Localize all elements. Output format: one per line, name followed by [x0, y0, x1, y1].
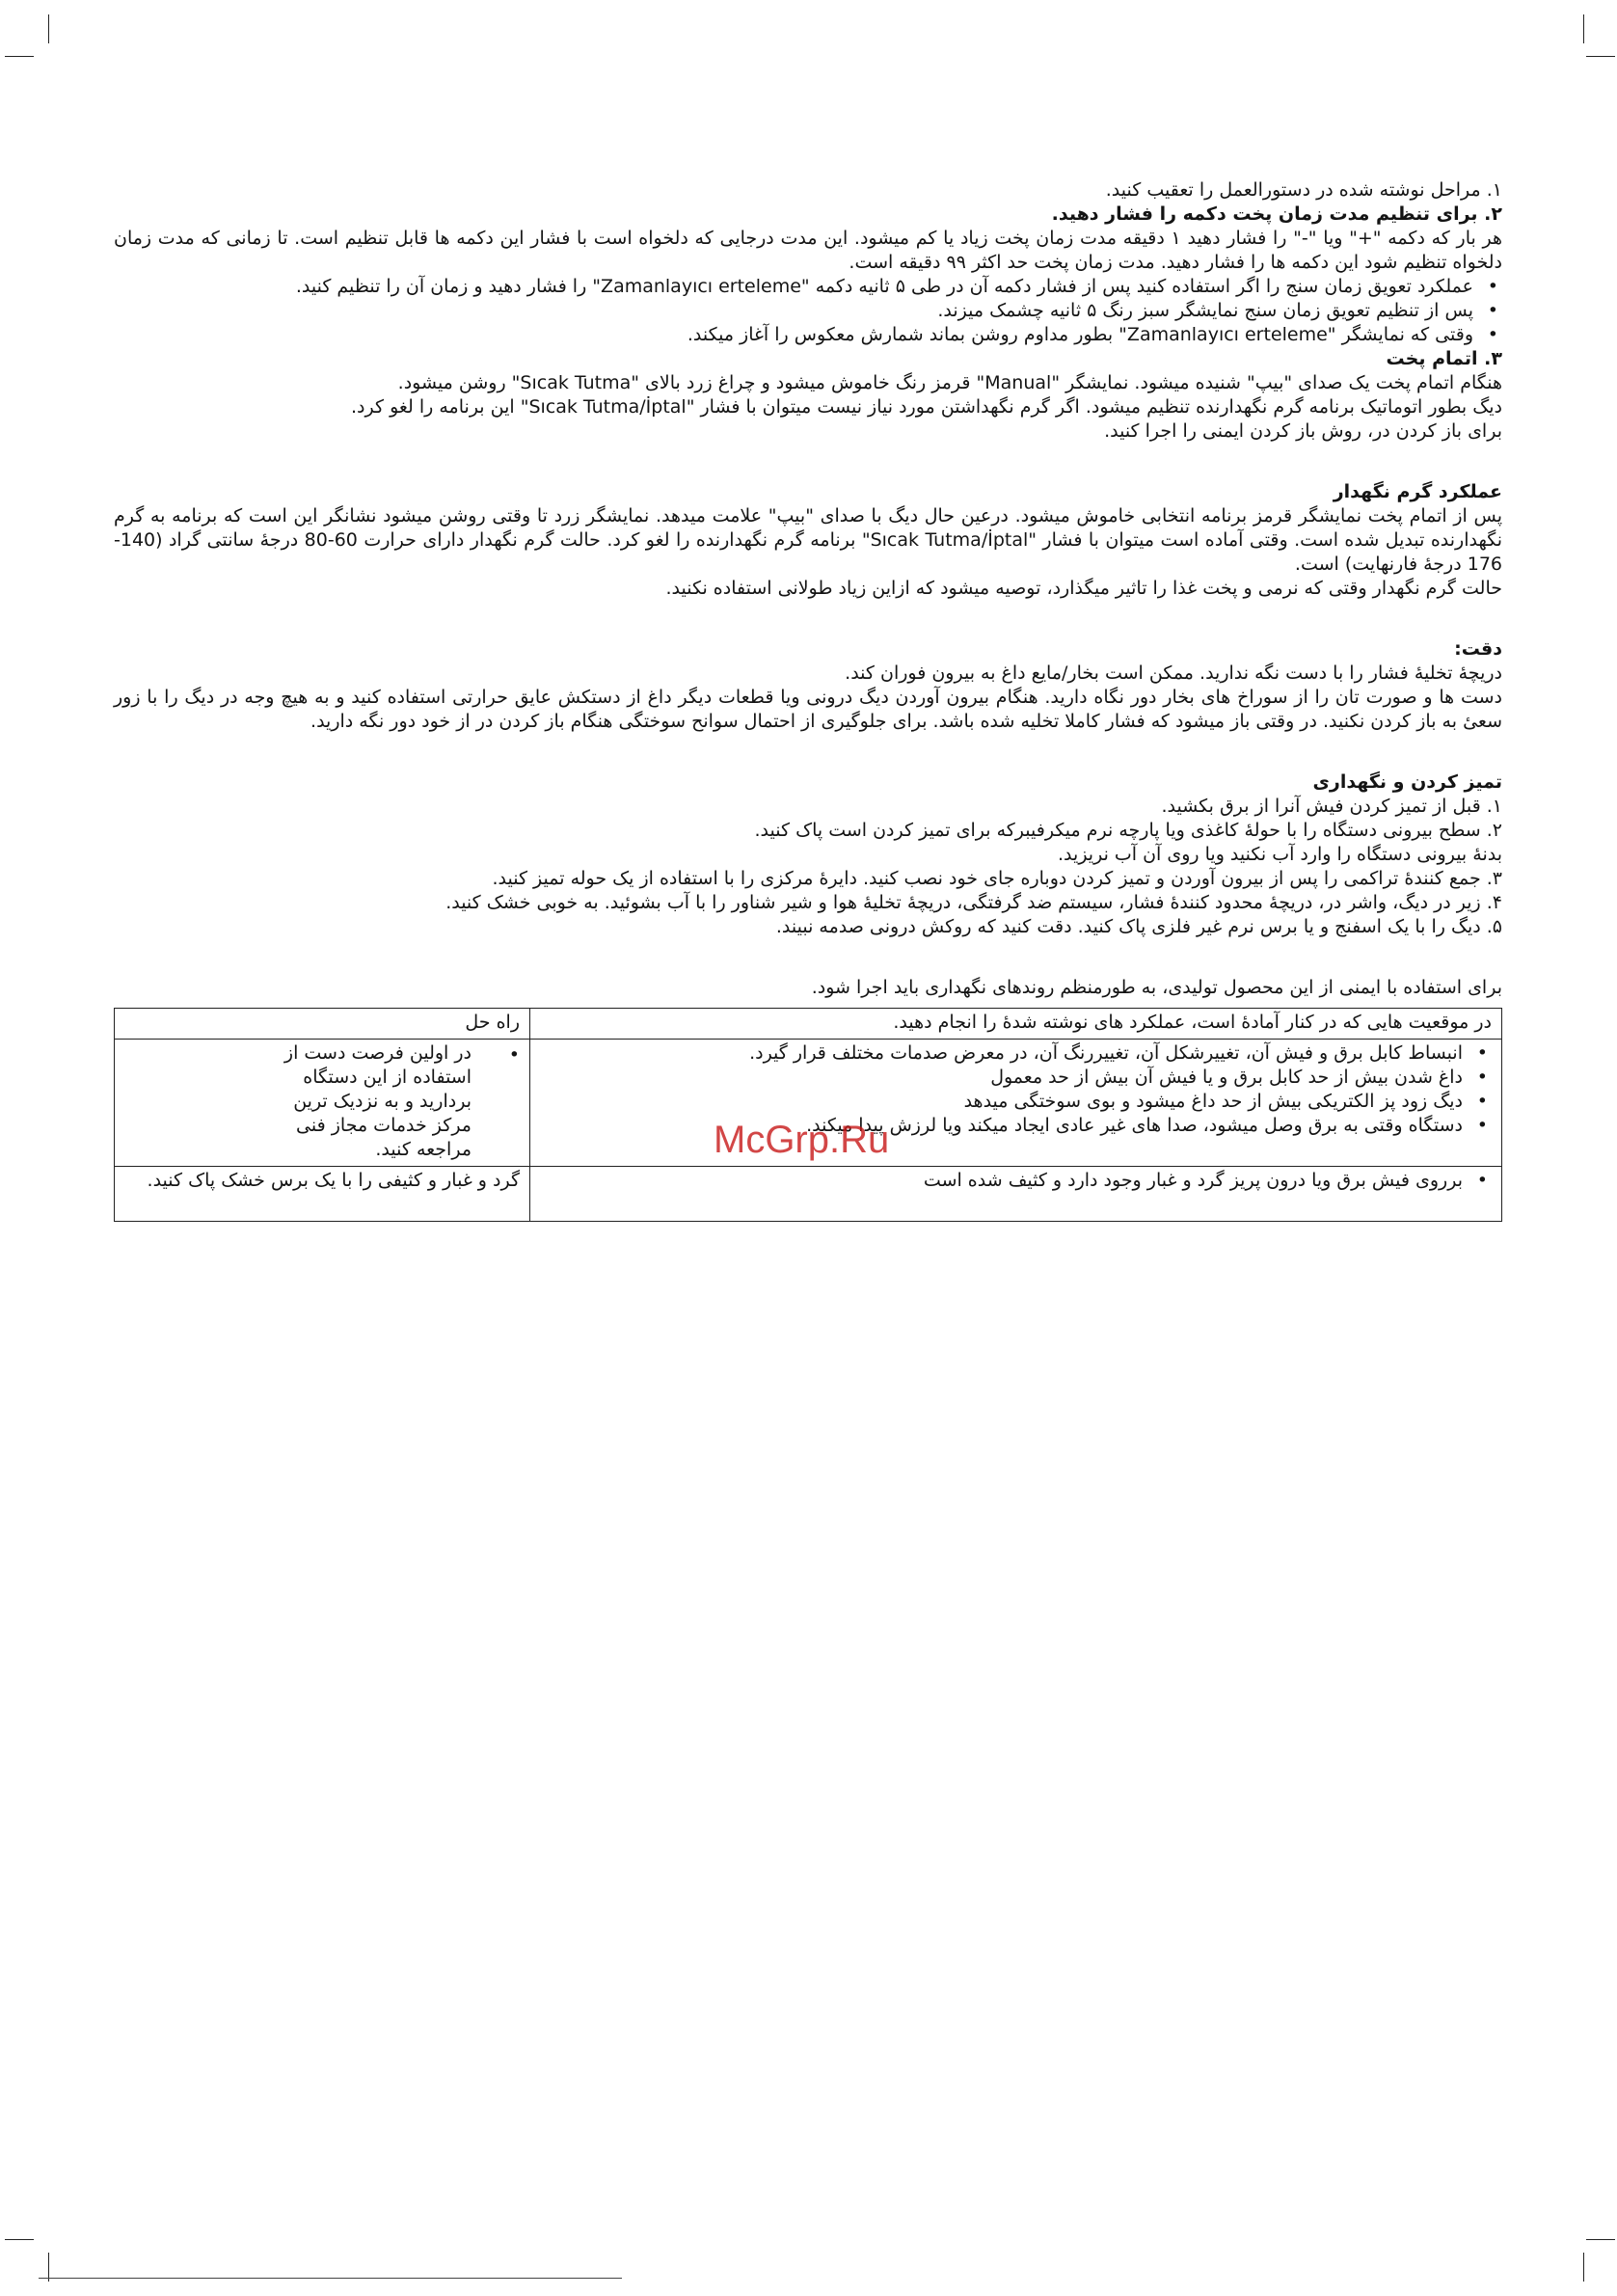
caution-line: دریچهٔ تخلیهٔ فشار را با دست نگه ندارید. ممکن است بخار/مایع داغ به بیرون فوران کند.	[845, 662, 1502, 684]
table-header-solution: راه حل	[115, 1009, 530, 1040]
cleaning-heading: تمیز کردن و نگهداری	[1312, 771, 1502, 793]
table-cell-situation	[530, 1040, 1502, 1167]
timer-bullet-list	[114, 275, 1502, 347]
step-3-line: دیگ بطور اتوماتیک برنامه گرم نگهدارنده تنظیم میشود. اگر گرم نگهداشتن مورد نیاز نیست میتوان با فشار "Sıcak Tutma/İptal" این برنامه را لغو کرد.	[351, 396, 1502, 418]
step-3-line: برای باز کردن در، روش باز کردن ایمنی را اجرا کنید.	[1104, 420, 1502, 442]
cleaning-step: ۵. دیگ را با یک اسفنج و یا برس نرم غیر فلزی پاک کنید. دقت کنید که روکش درونی صدمه نبیند.	[775, 916, 1502, 937]
solution-text: در اولین فرصت دست از استفاده از این دستگاه بردارید و به نزدیک ترین مرکز خدمات مجاز فنی مراجعه کنید.	[283, 1042, 472, 1160]
list-item: • عملکرد تعویق زمان سنج را اگر استفاده کنید پس از فشار دکمه آن در طی ۵ ثانیه دکمه "Zamanlayıcı erteleme" را فشار دهید و زمان آن را تنظیم کنید.	[114, 275, 1473, 299]
caution-body: دست ها و صورت تان را از سوراخ های بخار دور نگاه دارید. هنگام بیرون آوردن دیگ درونی ویا قطعات دیگر داغ از دستکش عایق حرارتی استفاده کنید و به هیچ وجه در دیگ را با زور سعیٔ به باز کردن نکنید. در وقتی باز میشود که فشار کاملا تخلیه شده باشد. برای جلوگیری از احتمال سوانح سوختگی هنگام باز کردن در از خود دور نگه دارید.	[114, 687, 1502, 732]
crop-mark	[1586, 56, 1615, 57]
spacer	[114, 734, 1502, 770]
maintenance-table	[114, 1008, 1502, 1222]
keep-warm-heading: عملکرد گرم نگهدار	[1333, 481, 1502, 502]
spacer	[114, 444, 1502, 480]
spacer	[114, 601, 1502, 637]
table-row	[115, 1167, 1502, 1222]
cleaning-step: ۲. سطح بیرونی دستگاه را با حولهٔ کاغذی ویا پارچه نرم میکرفیبرکه برای تمیز کردن است پاک کنید.	[754, 820, 1502, 841]
cleaning-step: ۴. زیر در دیگ، واشر در، دریچهٔ محدود کنندهٔ فشار، سیستم ضد گرفتگی، دریچهٔ تخلیهٔ هوا و شیر شناور را با آب بشوئید. به خوبی خشک کنید.	[445, 892, 1502, 913]
step-2-heading: ۲. برای تنظیم مدت زمان پخت دکمه را فشار دهید.	[1051, 203, 1502, 225]
cleaning-step: ۳. جمع کنندهٔ تراکمی را پس از بیرون آوردن و تمیز کردن دوباره جای خود نصب کنید. دایرهٔ مرکزی را با استفاده از یک حوله تمیز کنید.	[492, 868, 1502, 889]
table-cell-solution	[115, 1040, 530, 1167]
solution-text: گرد و غبار و کثیفی را با یک برس خشک پاک کنید.	[147, 1170, 520, 1191]
step-2-body: هر بار که دکمه "+" ویا "-" را فشار دهید ۱ دقیقه مدت زمان پخت زیاد یا کم میشود. این مدت درجایی که دلخواه است با فشار این دکمه ها قابل تنظیم است. تا زمانی که مدت زمان دلخواه تنظیم شود این دکمه ها را فشار دهید. مدت زمان پخت حد اکثر ۹۹ دقیقه است.	[114, 228, 1502, 273]
step-3-line: هنگام اتمام پخت یک صدای "بیپ" شنیده میشود. نمایشگر "Manual" قرمز رنگ خاموش میشود و چراغ زرد بالای "Sıcak Tutma" روشن میشود.	[397, 372, 1502, 393]
table-header-situation: در موقعیت هایی که در کنار آمادهٔ است، عملکرد های نوشته شدهٔ را انجام دهید.	[530, 1009, 1502, 1040]
crop-mark	[1586, 2239, 1615, 2240]
list-item: • دیگ زود پز الکتریکی بیش از حد داغ میشود و بوی سوختگی میدهد	[540, 1090, 1463, 1114]
table-header-row	[115, 1009, 1502, 1040]
crop-mark	[1583, 2253, 1584, 2282]
step-1: ۱. مراحل نوشته شده در دستورالعمل را تعقیب کنید.	[1105, 179, 1502, 201]
keep-warm-note: حالت گرم نگهدار وقتی که نرمی و پخت غذا را تاثیر میگذارد، توصیه میشود که ازاین زیاد طولانی استفاده نکنید.	[665, 578, 1502, 599]
crop-mark	[48, 14, 49, 43]
keep-warm-body: پس از اتمام پخت نمایشگر قرمز برنامه انتخابی خاموش میشود. درعین حال دیگ با صدای "بیپ" علامت میدهد. نمایشگر زرد تا وقتی روشن میشود نشانگر این است که برنامه به گرم نگهدارنده تبدیل شده است. وقتی آماده است میتوان با فشار "Sıcak Tutma/İptal" برنامه گرم نگهدارنده را لغو کرد. حالت گرم نگهدار دارای حرارت 60-80 درجهٔ سانتی گراد (140-176 درجهٔ فارنهایت) است.	[114, 505, 1502, 575]
document-body	[114, 178, 1502, 1222]
list-item: • انبساط کابل برق و فیش آن، تغییرشکل آن، تغییررنگ آن، در معرض صدمات مختلف قرار گیرد.	[540, 1041, 1463, 1066]
step-3-heading: ۳. اتمام پخت	[1386, 348, 1502, 369]
bullet-icon: •	[508, 1044, 520, 1066]
list-item: • داغ شدن بیش از حد کابل برق و یا فیش آن بیش از حد معمول	[540, 1066, 1463, 1090]
cleaning-step: بدنهٔ بیرونی دستگاه را وارد آب نکنید ویا روی آن آب نریزید.	[1058, 844, 1502, 865]
list-item: • دستگاه وقتی به برق وصل میشود، صدا های غیر عادی ایجاد میکند ویا لرزش پیدا میکند.	[540, 1114, 1463, 1138]
crop-mark	[1583, 14, 1584, 43]
crop-mark	[5, 2239, 34, 2240]
caution-heading: دقت:	[1454, 638, 1502, 660]
list-item: • پس از تنظیم تعویق زمان سنج نمایشگر سبز رنگ ۵ ثانیه چشمک میزند.	[114, 299, 1473, 323]
watermark: McGrp.Ru	[714, 1119, 890, 1161]
table-cell-solution	[115, 1167, 530, 1222]
footer-rule	[39, 2278, 622, 2279]
table-cell-situation	[530, 1167, 1502, 1222]
cleaning-step: ۱. قبل از تمیز کردن فیش آنرا از برق بکشید.	[1161, 796, 1502, 817]
crop-mark	[5, 56, 34, 57]
spacer	[114, 939, 1502, 976]
list-item: • وقتی که نمایشگر "Zamanlayıcı erteleme" بطور مداوم روشن بماند شمارش معکوس را آغاز میکند.	[114, 323, 1473, 347]
list-item: • برروی فیش برق ویا درون پریز گرد و غبار وجود دارد و کثیف شده است	[540, 1169, 1463, 1193]
safety-intro: برای استفاده با ایمنی از این محصول تولیدی، به طورمنظم روندهای نگهداری باید اجرا شود.	[811, 977, 1502, 998]
